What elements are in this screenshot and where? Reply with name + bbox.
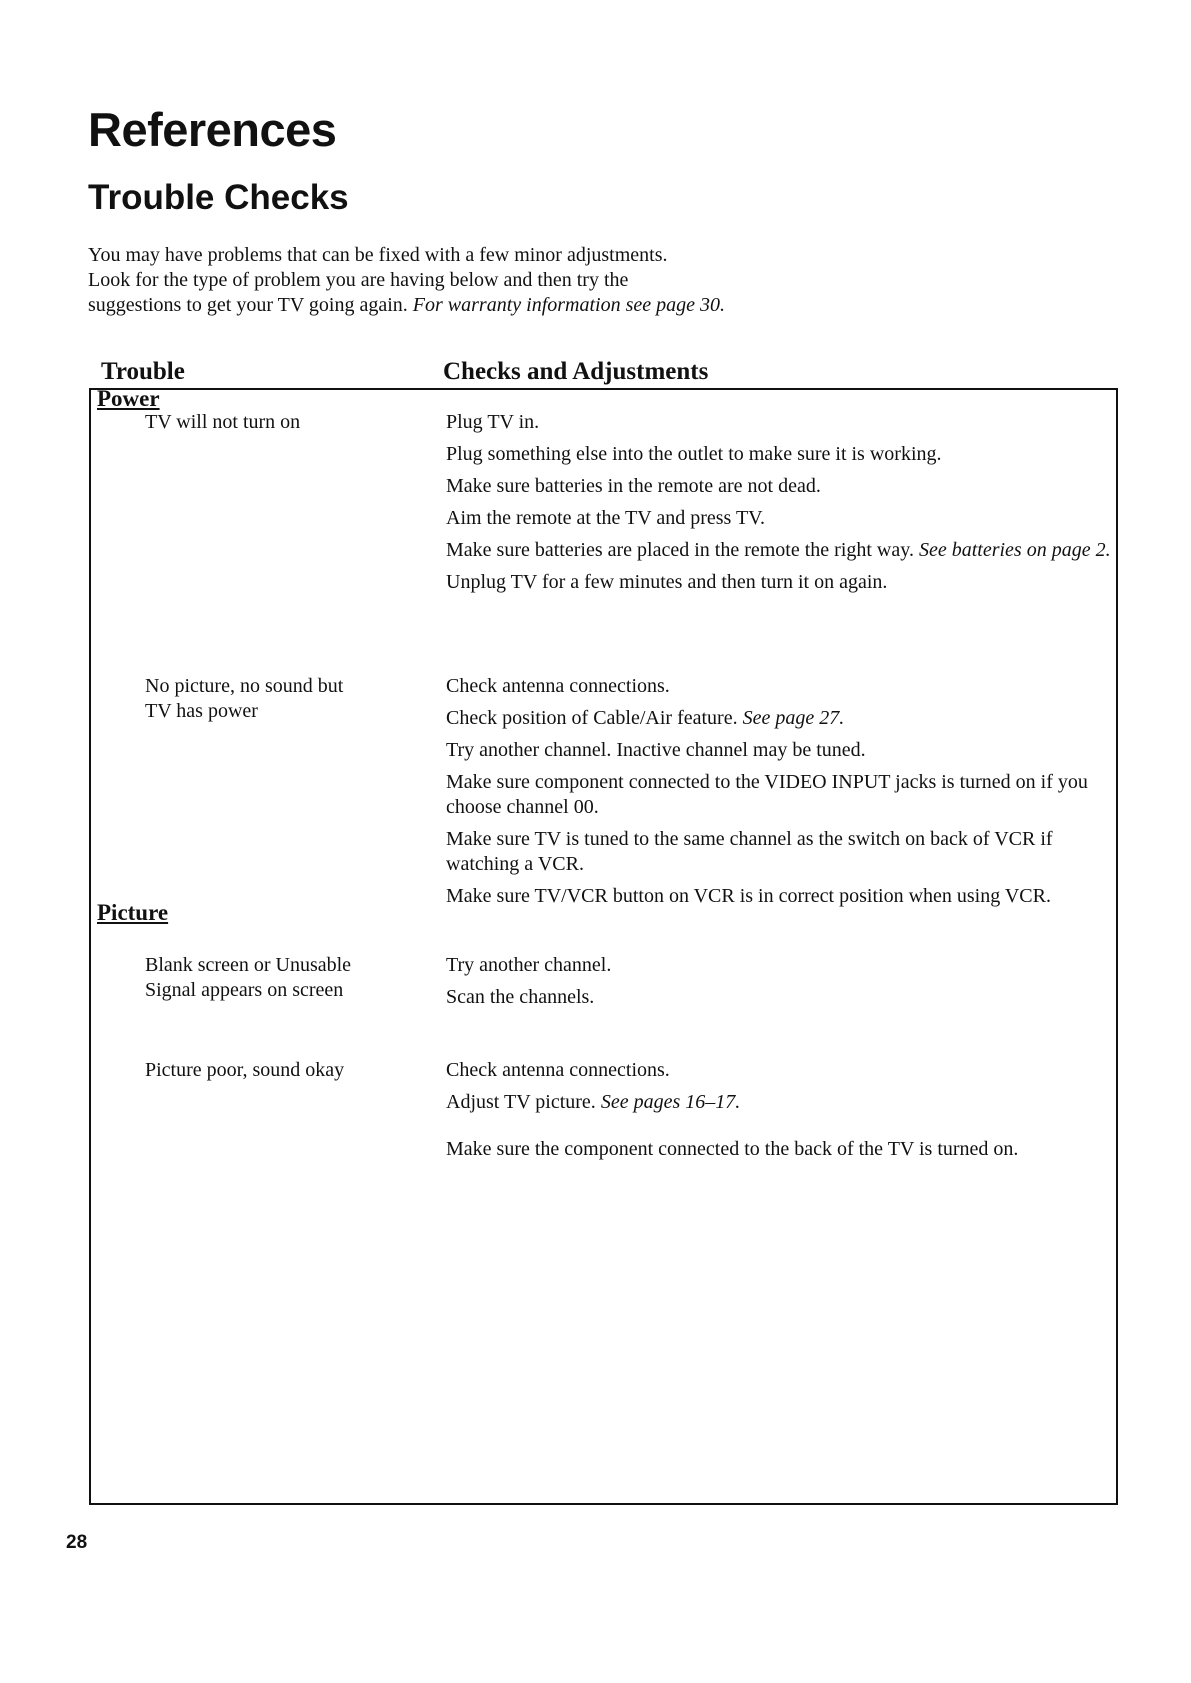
checks-list — [446, 1058, 1111, 1169]
check-text: Make sure batteries are placed in the remote the right way. — [446, 539, 914, 561]
trouble-item — [145, 410, 405, 435]
check-item: Make sure batteries in the remote are not dead. — [446, 475, 821, 497]
check-item: Unplug TV for a few minutes and then turn it on again. — [446, 571, 888, 593]
check-item: Make sure TV is tuned to the same channel as the switch on back of VCR if watching a VCR. — [446, 828, 1053, 875]
check-item — [446, 538, 1111, 563]
trouble-item — [145, 1058, 405, 1083]
trouble-column-header: Trouble — [101, 358, 185, 385]
page-reference: See page 27. — [742, 707, 845, 729]
check-text: Adjust TV picture. — [446, 1091, 596, 1113]
check-item: Try another channel. Inactive channel may be tuned. — [446, 739, 866, 761]
section-picture: Picture — [97, 900, 169, 925]
intro-line: Look for the type of problem you are having below and then try the — [88, 269, 629, 291]
page-reference: See pages 16–17. — [600, 1091, 741, 1113]
page-number: 28 — [66, 1532, 88, 1553]
intro-text: suggestions to get your TV going again. — [88, 294, 408, 316]
trouble-table — [89, 388, 1118, 1505]
trouble-text: Picture poor, sound okay — [145, 1059, 345, 1081]
checks-list — [446, 953, 1111, 1017]
check-item: Check antenna connections. — [446, 675, 670, 697]
check-item: Make sure component connected to the VIDEO INPUT jacks is turned on if you choose channel 00. — [446, 771, 1088, 818]
trouble-item — [145, 953, 405, 1003]
check-item: Check antenna connections. — [446, 1059, 670, 1081]
checks-list — [446, 674, 1111, 916]
check-item: Plug TV in. — [446, 411, 540, 433]
trouble-text: TV has power — [145, 700, 258, 722]
warranty-reference: For warranty information see page 30. — [412, 294, 726, 316]
check-item: Make sure TV/VCR button on VCR is in correct position when using VCR. — [446, 885, 1051, 907]
trouble-text: No picture, no sound but — [145, 675, 344, 697]
intro-line: You may have problems that can be fixed with a few minor adjustments. — [88, 244, 668, 266]
trouble-text: Signal appears on screen — [145, 979, 344, 1001]
page-reference: See batteries on page 2. — [918, 539, 1111, 561]
check-item — [446, 706, 1111, 731]
trouble-text: Blank screen or Unusable — [145, 954, 352, 976]
check-item — [446, 1090, 1111, 1115]
section-heading: Trouble Checks — [88, 178, 349, 217]
check-item: Plug something else into the outlet to make sure it is working. — [446, 443, 942, 465]
intro-line — [88, 293, 848, 318]
trouble-item — [145, 674, 405, 724]
checks-list — [446, 410, 1111, 602]
intro-paragraph — [88, 243, 848, 318]
page-title: References — [88, 103, 337, 156]
check-item: Make sure the component connected to the back of the TV is turned on. — [446, 1138, 1019, 1160]
check-text: Check position of Cable/Air feature. — [446, 707, 738, 729]
trouble-text: TV will not turn on — [145, 411, 301, 433]
check-item: Scan the channels. — [446, 986, 595, 1008]
checks-column-header: Checks and Adjustments — [443, 358, 709, 385]
check-item: Try another channel. — [446, 954, 612, 976]
check-item: Aim the remote at the TV and press TV. — [446, 507, 766, 529]
section-power: Power — [97, 386, 160, 411]
